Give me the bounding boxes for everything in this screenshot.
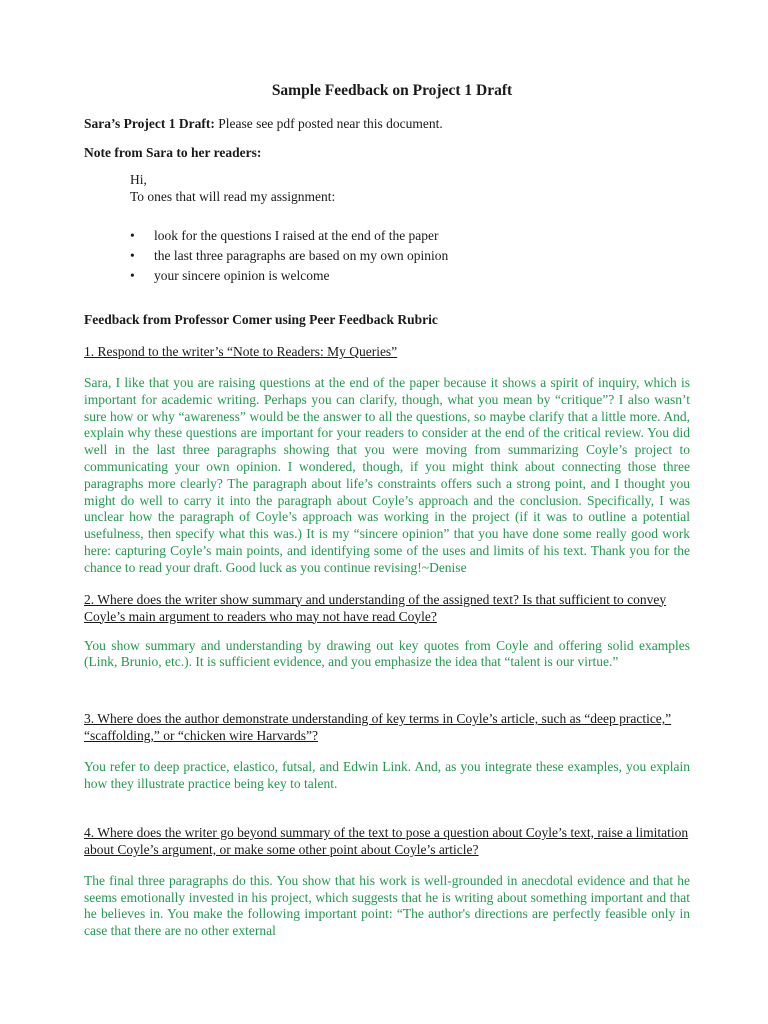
reader-notes-list: [130, 227, 690, 284]
question-1: 1. Respond to the writer’s “Note to Readers: My Queries”: [84, 344, 398, 359]
draft-label: Sara’s Project 1 Draft:: [84, 116, 215, 131]
greeting-block: [130, 171, 690, 205]
bullet-icon: •: [130, 228, 135, 243]
answer-3: You refer to deep practice, elastico, futsal, and Edwin Link. And, as you integrate these examples, you explain how they illustrate practice being key to talent.: [84, 759, 690, 791]
list-item: [130, 247, 690, 264]
question-2: 2. Where does the writer show summary and understanding of the assigned text? Is that sufficient to convey Coyle’s main argument to readers who may not have read Coyle?: [84, 591, 667, 624]
list-item: [130, 267, 690, 284]
draft-line: [84, 115, 690, 132]
note-heading: Note from Sara to her readers:: [84, 145, 262, 160]
answer-4: The final three paragraphs do this. You show that his work is well-grounded in anecdotal evidence and that he seems emotionally invested in his project, which suggests that he is writing about something important and that he believes in. You make the following important point: “The author's directions are perfectly feasible only in case that there are no other external: [84, 872, 690, 939]
draft-text: Please see pdf posted near this document.: [214, 116, 443, 131]
answer-2: You show summary and understanding by drawing out key quotes from Coyle and offering solid examples (Link, Brunio, etc.). It is sufficient evidence, and you emphasize the idea that “talent is our virtue.”: [84, 637, 690, 670]
list-item: [130, 227, 690, 244]
document-title: Sample Feedback on Project 1 Draft: [271, 82, 513, 99]
feedback-heading: Feedback from Professor Comer using Peer Feedback Rubric: [84, 312, 438, 327]
question-4: 4. Where does the writer go beyond summary of the text to pose a question about Coyle’s text, raise a limitation about Coyle’s argument, or make some other point about Coyle’s article?: [84, 824, 689, 857]
greeting-line: Hi,: [130, 172, 147, 187]
question-3: 3. Where does the author demonstrate understanding of key terms in Coyle’s article, such as “deep practice,” “scaffolding,” or “chicken wire Harvards”?: [84, 711, 672, 744]
list-item-text: the last three paragraphs are based on my own opinion: [154, 248, 449, 263]
bullet-icon: •: [130, 248, 135, 263]
list-item-text: your sincere opinion is welcome: [154, 268, 330, 283]
greeting-line: To ones that will read my assignment:: [130, 189, 336, 204]
answer-1: Sara, I like that you are raising questions at the end of the paper because it shows a spirit of inquiry, which is important for academic writing. Perhaps you can clarify, though, what you mean by “critique”? I also wasn’t sure how or why “awareness” would be the answer to all the questions, so maybe clarify that a little more. And, explain why these questions are important for your readers to consider at the end of the critical review. You did well in the last three paragraphs showing that you were moving from summarizing Coyle’s project to communicating your own opinion. I wondered, though, if you might think about connecting those three paragraphs more clearly? The paragraph about life’s constraints offers such a strong point, and I thought you might do well to carry it into the paragraph about Coyle’s approach and the conclusion. Specifically, I was unclear how the paragraph of Coyle’s approach was working in the project (if it was to outline a potential usefulness, then specify what this was.) It is my “sincere opinion” that you have done some really good work here: capturing Coyle’s main points, and identifying some of the uses and limits of his text. Thank you for the chance to read your draft. Good luck as you continue revising!~Denise: [84, 375, 690, 575]
list-item-text: look for the questions I raised at the end of the paper: [154, 228, 439, 243]
bullet-icon: •: [130, 268, 135, 283]
document-page: [84, 78, 690, 940]
